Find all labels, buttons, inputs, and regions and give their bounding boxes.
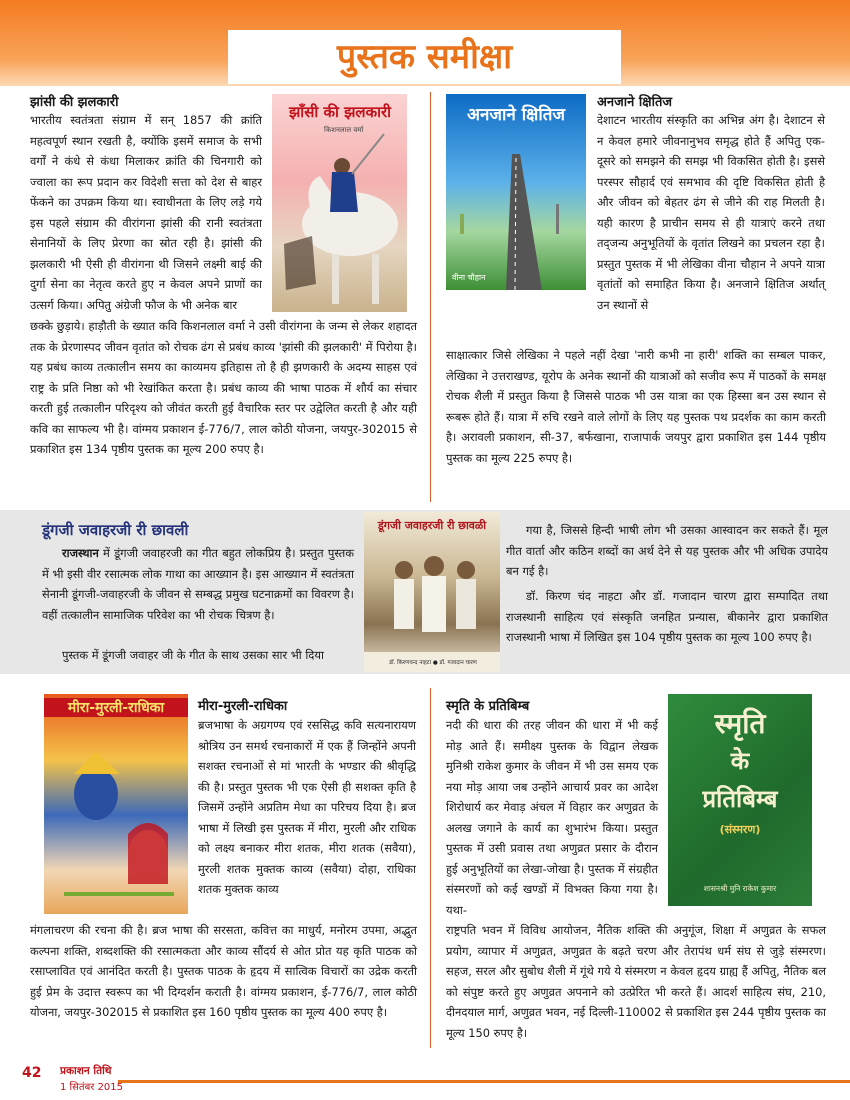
cover-title-dungji: डूंगजी जवाहरजी री छावळी — [377, 519, 487, 532]
review-body-dungji-left — [42, 543, 354, 625]
cover-title-anjane: अनजाने क्षितिज — [466, 105, 566, 125]
cover-author-smriti: शासनश्री मुनि राकेश कुमार — [703, 884, 777, 893]
column-divider-bottom — [430, 688, 431, 1048]
footer-magazine: प्रकाशन तिथि — [60, 1065, 112, 1077]
krishna-radha-illustration — [44, 694, 188, 914]
cover-title-smriti-1: स्मृति — [714, 707, 766, 740]
cover-title-meera: मीरा-मुरली-राधिका — [44, 698, 188, 717]
book-cover-anjane — [446, 94, 586, 290]
cover-editors-dungji: डॉ. किरणचन्द नाहटा ● डॉ. गजादान चारण — [389, 660, 477, 666]
footer-rule — [118, 1080, 850, 1083]
page-footer — [0, 1062, 850, 1100]
road-illustration — [446, 94, 586, 290]
book-cover-dungji — [364, 512, 500, 672]
footer-date: 1 सितंबर 2015 — [60, 1082, 124, 1093]
cover-title-smriti-3: प्रतिबिम्ब — [702, 785, 778, 813]
review-body-smriti-wrap: नदी की धारा की तरह जीवन की धारा में भी कई मोड़ आते हैं। समीक्ष्य पुस्तक के विद्वान लेखक मुनिश्री राकेश कुमार के जीवन में भी उस समय एक नया मोड़ आया जब उन्होंने आचार्य प्रवर का आदेश शिरोधार्य कर मेवाड़ अंचल में विहार कर अणुव्रत के अलख जगाने के कार्य का शुभारंभ किया। प्रस्तुत पुस्तक में उसी प्रवास तथा अणुव्रत प्रसार के दौरान हुई अनुभूतियों का लेखा-जोखा है। पुस्तक में संग्रहीत संस्मरणों को कई खण्डों में विभक्त किया गया है। यथा- — [446, 718, 658, 917]
soldiers-illustration — [364, 512, 500, 672]
book-cover-meera — [44, 694, 188, 914]
cover-title-smriti-2: के — [730, 747, 750, 775]
review-heading-jhansi: झांसी की झलकारी — [30, 95, 119, 110]
cover-author-anjane: वीना चौहान — [452, 273, 486, 282]
review-body-dungji-right: गया है, जिससे हिन्दी भाषी लोग भी उसका आस्वादन कर सकते हैं। मूल गीत वार्ता और कठिन शब्दों का अर्थ देने से यह पुस्तक और भी अधिक उपादेय बन गई है। — [506, 523, 828, 578]
book-cover-smriti — [668, 694, 812, 906]
review-heading-meera: मीरा-मुरली-राधिका — [198, 699, 288, 714]
cover-title-jhansi: झाँसी की झलकारी — [288, 103, 392, 121]
review-body-dungji-left2: पुस्तक में डूंगजी जवाहर जी के गीत के साथ उसका सार भी दिया — [62, 648, 324, 662]
page-title-box — [228, 30, 621, 84]
dungji-lead-word: राजस्थान — [62, 546, 99, 560]
book-cover-jhansi — [272, 94, 407, 312]
review-heading-anjane: अनजाने क्षितिज — [597, 95, 673, 110]
page-number: 42 — [22, 1065, 42, 1081]
review-body-meera-full: मंगलाचरण की रचना की है। ब्रज भाषा की सरसता, कवित्त का माधुर्य, मनोरम उपमा, अद्भुत कल्पना शक्ति, शब्दशक्ति की रसात्मकता और काव्य सौंदर्य से ओत प्रोत यह कृति पाठक को रसाप्लावित एवं आनंदित करती है। पुस्तक पाठक के हृदय में सात्विक विचारों का उद्रेक करती हुई प्रेम के उदात्त स्वरूप का भी दिग्दर्शन कराती है। वांग्मय प्रकाशन, ई-776/7, लाल कोठी योजना, जयपुर-302015 से प्रकाशित इस 160 पृष्ठीय पुस्तक का मूल्य 400 रुपए है। — [30, 923, 417, 1019]
review-heading-smriti: स्मृति के प्रतिबिम्ब — [446, 699, 530, 714]
cover-subtitle-smriti: (संस्मरण) — [719, 823, 761, 836]
column-divider-top — [430, 92, 431, 502]
cover-author-jhansi: किशनलाल वर्मा — [324, 126, 364, 134]
review-body-jhansi-wrap: भारतीय स्वतंत्रता संग्राम में सन् 1857 की क्रांति महत्वपूर्ण स्थान रखती है, क्योंकि इसमें समाज के सभी वर्गों ने कंधे से कंधा मिलाकर क्रांति की चिनगारी को ज्वाला का रूप प्रदान कर विदेशी सत्ता को देश से बाहर फेंकने का उपक्रम किया था। स्वाधीनता के लिए लड़े गये इस पहले संग्राम की वीरांगना झांसी की रानी स्वतंत्रता सेनानियों के लिए प्रेरणा का स्रोत रही है। झांसी की झलकारी भी ऐसी ही वीरांगना थी जिसने लक्ष्मी बाई की दुर्गा सेना का नेतृत्व करते हुए न केवल अपने प्राणों का उत्सर्ग किया। अपितु अंग्रेजी फौज के भी अनेक बार — [30, 113, 262, 312]
review-body-meera-wrap: ब्रजभाषा के अग्रगण्य एवं रससिद्ध कवि सत्यनारायण श्रोत्रिय उन समर्थ रचनाकारों में एक हैं जिन्होंने अपनी सशक्त रचनाओं से मां भारती के भण्डार की श्रीवृद्धि की है। प्रस्तुत पुस्तक भी एक ऐसी ही सशक्त कृति है जिसमें उन्होंने अप्रतिम मेधा का परिचय दिया है। ब्रज भाषा में लिखी इस पुस्तक में मीरा, मुरली और राधिक को लक्ष्य बनाकर मीरा शतक, मीरा शतक (सवैया), मुरली शतक मुक्तक काव्य (सवैया) दोहा, राधिका शतक मुक्तक काव्य — [198, 718, 416, 896]
horse-rider-illustration — [272, 94, 407, 312]
dungji-body-left: में डूंगजी जवाहरजी का गीत बहुत लोकप्रिय है। प्रस्तुत पुस्तक में भी इसी वीर रसात्मक लोक गाथा का आख्यान है। इस आख्यान में स्वतंत्रता सेनानी डूंगजी-जवाहरजी के जीवन से सम्बद्ध प्रमुख घटनाक्रमों का विवरण है। वहीं तत्कालीन सामाजिक परिवेश का भी रोचक चित्रण है। — [42, 546, 354, 622]
review-body-dungji-right2: डॉ. किरण चंद नाहटा और डॉ. गजादान चारण द्वारा सम्पादित तथा राजस्थानी साहित्य एवं संस्कृति जनहित प्रन्यास, बीकानेर द्वारा प्रकाशित राजस्थानी भाषा में लिखित इस 104 पृष्ठीय पुस्तक का मूल्य 100 रुपए है। — [506, 589, 828, 644]
page-title: पुस्तक समीक्षा — [336, 37, 513, 77]
review-heading-dungji: डूंगजी जवाहरजी री छावली — [42, 521, 189, 539]
review-body-anjane-wrap: देशाटन भारतीय संस्कृति का अभिन्न अंग है। देशाटन से न केवल हमारे जीवनानुभव समृद्ध होते हैं अपितु एक-दूसरे को समझने की समझ भी विकसित होती है। इससे परस्पर सौहार्द एवं समभाव की दृष्टि विकसित होती है और जीवन को बेहतर ढंग से जीने की राह मिलती है। यही कारण है प्राचीन समय से ही यात्राएं करने तथा तद्जन्य अनुभूतियों के वृतांत लिखने का प्रचलन रहा है। प्रस्तुत पुस्तक में भी लेखिका वीना चौहान ने अपने यात्रा वृतांतों को समाहित किया है। अनजाने क्षितिज अर्थात् उन स्थानों से — [597, 113, 825, 312]
review-body-jhansi-full: छक्के छुड़ाये। हाड़ौती के ख्यात कवि किशनलाल वर्मा ने उसी वीरांगना के जन्म से लेकर शहादत तक के प्रेरणास्पद जीवन वृतांत को रोचक ढंग से प्रबंध काव्य 'झांसी की झलकारी' में पिरोया है। यह प्रबंध काव्य तत्कालीन समय का काव्यमय इतिहास तो है ही झणकारी के अदम्य साहस एवं राष्ट्र के प्रति निष्ठा को भी रेखांकित करता है। प्रबंध काव्य की भाषा पाठक में शौर्य का संचार करती हुई तत्कालीन परिदृश्य को जीवंत करती हुई वैचारिक स्तर पर उद्वेलित करती है और यही कवि का साफल्य भी है। वांग्मय प्रकाशन ई-776/7, लाल कोठी योजना, जयपुर-302015 से प्रकाशित इस 134 पृष्ठीय पुस्तक का मूल्य 200 रुपए है। — [30, 319, 417, 456]
review-body-smriti-full: राष्ट्रपति भवन में विविध आयोजन, नैतिक शक्ति की अनुगूंज, शिक्षा में अणुव्रत के सफल प्रयोग, व्यापार में अणुव्रत, अणुव्रत के बढ़ते चरण और तेरापंथ धर्म संघ से जुड़े संस्मरण। सहज, सरल और सुबोध शैली में गूंथे गये ये संस्मरण न केवल हृदय ग्राह्य हैं अपितु, नैतिक बल को संपुष्ट करते हुए अणुव्रत अपनाने को उत्प्रेरित भी करते हैं। आदर्श साहित्य संघ, 210, दीनदयाल मार्ग, अणुव्रत भवन, नई दिल्ली-110002 से प्रकाशित इस 244 पृष्ठीय पुस्तक का मूल्य 150 रुपए है। — [446, 923, 826, 1040]
review-body-anjane-full: साक्षात्कार जिसे लेखिका ने पहले नहीं देखा 'नारी कभी ना हारी' शक्ति का सम्बल पाकर, लेखिका ने उत्तराखण्ड, यूरोप के अनेक स्थानों की यात्राओं को सजीव रूप में पाठकों के समक्ष रोचक शैली में प्रस्तुत किया है जिससे पाठक भी उस यात्रा का एक हिस्सा बन उस स्थान से रूबरू होते हैं। यात्रा में रुचि रखने वाले लोगों के लिए यह पुस्तक पथ प्रदर्शक का काम करती है। अरावली प्रकाशन, सी-37, बर्फखाना, राजापार्क जयपुर द्वारा प्रकाशित इस 144 पृष्ठीय पुस्तक का मूल्य 225 रुपए है। — [446, 348, 826, 465]
